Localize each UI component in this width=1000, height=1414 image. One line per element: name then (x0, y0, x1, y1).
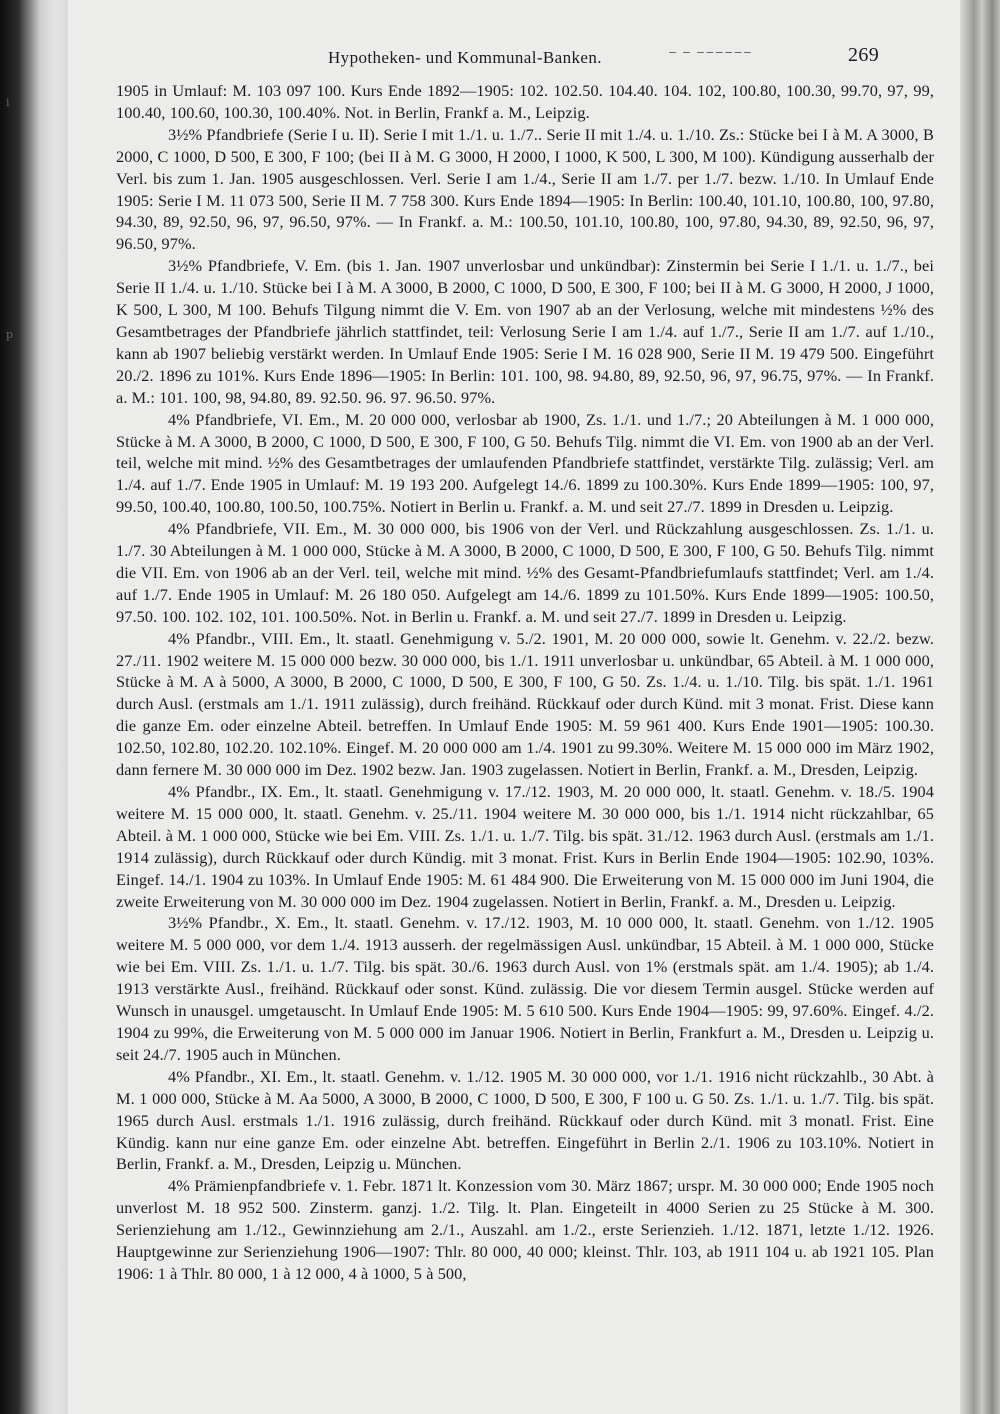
header-marks: ⁻ ⁻ ⁻⁻⁻⁻⁻⁻ (668, 46, 753, 65)
paragraph: 1905 in Umlauf: M. 103 097 100. Kurs Ende 1892—1905: 102. 102.50. 104.40. 104. 102, 100.80, 100.30, 99.70, 97, 99, 100.40, 100.60, 100.30, 100.40%. Not. in Berlin, Frankf a. M., Leipzig. (116, 81, 934, 122)
body-text (116, 80, 934, 1285)
margin-mark: i (6, 96, 10, 109)
paragraph: 3½% Pfandbriefe (Serie I u. II). Serie I mit 1./1. u. 1./7.. Serie II mit 1./4. u. 1./10. Zs.: Stücke bei I à M. A 3000, B 2000, C 1000, D 500, E 300, F 100; (bei II à M. G 3000, H 2000, I 1000, K 500, L 300, M 100). Kündigung ausserhalb der Verl. bis zum 1. Jan. 1905 ausgeschlossen. Verl. Serie I am 1./4., Serie II am 1./7. per 1./7. bezw. 1./10. In Umlauf Ende 1905: Serie I M. 11 073 500, Serie II M. 7 758 300. Kurs Ende 1894—1905: In Berlin: 100.40, 101.10, 100.80, 100, 97.80, 94.30, 89, 92.50, 96, 97, 96.50, 97%. — In Frankf. a. M.: 100.50, 101.10, 100.80, 100, 97.80, 94.30, 89, 92.50, 96, 97, 96.50, 97%. (116, 124, 934, 254)
running-title: Hypotheken- und Kommunal-Banken. (328, 48, 602, 67)
paragraph: 3½% Pfandbriefe, V. Em. (bis 1. Jan. 1907 unverlosbar und unkündbar): Zinstermin bei Serie I 1./1. u. 1./7., bei Serie II 1./4. u. 1./10. Stücke bei I à M. A 3000, B 2000, C 1000, D 500, E 300, F 100; bei II à M. G 3000, H 2000, J 1000, K 500, L 300, M 100. Behufs Tilgung nimmt die V. Em. von 1907 ab an der Verlosung, welche mit mindestens ½% des Gesamtbetrages der Pfandbriefe jährlich stattfindet, teil: Verlosung Serie I am 1./4. auf 1./7., Serie II am 1./7. auf 1./10., kann ab 1907 beliebig verstärkt werden. In Umlauf Ende 1905: Serie I M. 16 028 900, Serie II M. 19 479 500. Eingeführt 20./2. 1896 zu 101%. Kurs Ende 1896—1905: In Berlin: 101. 100, 98. 94.80, 89, 92.50, 96, 97, 96.75, 97%. — In Frankf. a. M.: 101. 100, 98, 94.80, 89. 92.50. 96. 97. 96.50. 97%. (116, 256, 934, 407)
paragraph: 3½% Pfandbr., X. Em., lt. staatl. Genehm. v. 17./12. 1903, M. 10 000 000, lt. staatl. Genehm. von 1./12. 1905 weitere M. 5 000 000, vor dem 1./4. 1913 ausserh. der regelmässigen Ausl. unkündbar, 15 Abteil. à M. 1 000 000, Stücke wie bei Em. VIII. Zs. 1./1. u. 1./7. Tilg. bis spät. 30./6. 1963 durch Ausl. von 1% (erstmals spät. am 1./4. 1905); ab 1./4. 1913 verstärkte Ausl., freihänd. Rückkauf oder sonst. Künd. zulässig. Die vor diesem Termin ausgel. Stücke werden auf Wunsch in unausgel. umgetauscht. In Umlauf Ende 1905: M. 5 610 500. Kurs Ende 1904—1905: 99, 97.60%. Eingef. 4./2. 1904 zu 99%, die Erweiterung von M. 5 000 000 im Januar 1906. Notiert in Berlin, Frankfurt a. M., Dresden u. Leipzig u. seit 24./7. 1905 auch in München. (116, 913, 934, 1064)
page-number: 269 (848, 44, 880, 66)
paragraph: 4% Pfandbriefe, VI. Em., M. 20 000 000, verlosbar ab 1900, Zs. 1./1. und 1./7.; 20 Abteilungen à M. 1 000 000, Stücke à M. A 3000, B 2000, C 1000, D 500, E 300, F 100, G 50. Behufs Tilg. nimmt die VI. Em. von 1900 ab an der Verl. teil, welche mit mind. ½% des Gesamtbetrages der umlaufenden Pfandbriefe stattfindet, verstärkte Tilg. zulässig; Verl. am 1./4. auf 1./7. Ende 1905 in Umlauf: M. 19 193 200. Aufgelegt 14./6. 1899 zu 100.30%. Kurs Ende 1899—1905: 100, 97, 99.50, 100.40, 100.80, 100.50, 100.75%. Notiert in Berlin u. Frankf. a. M. und seit 27./7. 1899 in Dresden u. Leipzig. (116, 409, 934, 517)
paragraph: 4% Pfandbr., IX. Em., lt. staatl. Genehmigung v. 17./12. 1903, M. 20 000 000, lt. staatl. Genehm. v. 18./5. 1904 weitere M. 15 000 000, lt. staatl. Genehm. v. 25./11. 1904 weitere M. 30 000 000, bis 1./1. 1914 nicht rückzahlbar, 65 Abteil. à M. 1 000 000, Stücke wie bei Em. VIII. Zs. 1./1. u. 1./7. Tilg. bis spät. 31./12. 1963 durch Ausl. (erstmals am 1./1. 1914 zulässig), durch Rückkauf oder durch Kündig. mit 3 monat. Frist. Kurs in Berlin Ende 1904—1905: 102.90, 103%. Eingef. 14./1. 1904 zu 103%. In Umlauf Ende 1905: M. 61 484 900. Die Erweiterung von M. 15 000 000 im Juni 1904, die zweite Erweiterung von M. 30 000 000 im Dez. 1904 zugelassen. Notiert in Berlin, Frankf. a. M., Dresden u. Leipzig. (116, 782, 934, 911)
margin-mark: p (6, 328, 14, 341)
paragraph: 4% Pfandbr., VIII. Em., lt. staatl. Genehmigung v. 5./2. 1901, M. 20 000 000, sowie lt. Genehm. v. 22./2. bezw. 27./11. 1902 weitere M. 15 000 000 bezw. 30 000 000, bis 1./1. 1911 unverlosbar u. unkündbar, 65 Abteil. à M. 1 000 000, Stücke à M. A à 5000, A 3000, B 2000, C 1000, D 500, E 300, F 100, G 50. Zs. 1./4. u. 1./10. Tilg. bis spät. 1./1. 1961 durch Ausl. (erstmals am 1./1. 1911 zulässig), durch freihänd. Rückkauf oder durch Künd. mit 3 monat. Frist. Diese kann die ganze Em. oder einzelne Abteil. betreffen. In Umlauf Ende 1905: M. 59 961 400. Kurs Ende 1901—1905: 100.30. 102.50, 102.80, 102.20. 102.10%. Eingef. M. 20 000 000 am 1./4. 1901 zu 99.30%. Weitere M. 15 000 000 im März 1902, dann fernere M. 30 000 000 im Dez. 1902 bezw. Jan. 1903 zugelassen. Notiert in Berlin, Frankf. a. M., Dresden, Leipzig. (116, 628, 934, 780)
scan-right-edge (960, 0, 1000, 1414)
paragraph: 4% Pfandbriefe, VII. Em., M. 30 000 000, bis 1906 von der Verl. und Rückzahlung ausgeschlossen. Zs. 1./1. u. 1./7. 30 Abteilungen à M. 1 000 000, Stücke à M. A 3000, B 2000, C 1000, D 500, E 300, F 100, G 50. Behufs Tilg. nimmt die VII. Em. von 1906 ab an der Verl. teil, welche mit mind. ½% des Gesamt-Pfandbriefumlaufs stattfindet; Verl. am 1./4. auf 1./7. Ende 1905 in Umlauf: M. 26 180 050. Aufgelegt am 14./6. 1899 zu 101.50%. Kurs Ende 1899—1905: 100.50, 97.50. 100. 102. 102, 101. 100.50%. Not. in Berlin u. Frankf. a. M. und seit 27./7. 1899 in Dresden u. Leipzig. (116, 519, 934, 626)
scan-left-edge (0, 0, 68, 1414)
document-page (68, 0, 968, 1414)
page-header (328, 44, 888, 72)
paragraph: 4% Pfandbr., XI. Em., lt. staatl. Genehm. v. 1./12. 1905 M. 30 000 000, vor 1./1. 1916 nicht rückzahlb., 30 Abt. à M. 1 000 000, Stücke à M. Aa 5000, A 3000, B 2000, C 1000, D 500, E 300, F 100 u. G 50. Zs. 1./1. u. 1./7. Tilg. bis spät. 1965 durch Ausl. erstmals 1./1. 1916 zulässig, durch freihänd. Rückkauf oder durch Künd. mit 3 monatl. Frist. Eine Kündig. kann nur eine ganze Em. oder einzelne Abt. betreffen. Eingeführt in Berlin 2./1. 1906 zu 103.10%. Notiert in Berlin, Frankf. a. M., Dresden, Leipzig u. München. (116, 1066, 934, 1174)
paragraph: 4% Prämienpfandbriefe v. 1. Febr. 1871 lt. Konzession vom 30. März 1867; urspr. M. 30 000 000; Ende 1905 noch unverlost M. 18 952 500. Zinsterm. ganzj. 1./2. Tilg. lt. Plan. Eingeteilt in 4000 Serien zu 25 Stücke à M. 300. Serienziehung am 1./12., Gewinnziehung am 2./1., Auszahl. am 1./2., erste Serienzieh. 1./12. 1871, letzte 1./12. 1926. Hauptgewinne zur Serienziehung 1906—1907: Thlr. 80 000, 40 000; kleinst. Thlr. 103, ab 1911 104 u. ab 1921 105. Plan 1906: 1 à Thlr. 80 000, 1 à 12 000, 4 à 1000, 5 à 500, (116, 1176, 934, 1283)
